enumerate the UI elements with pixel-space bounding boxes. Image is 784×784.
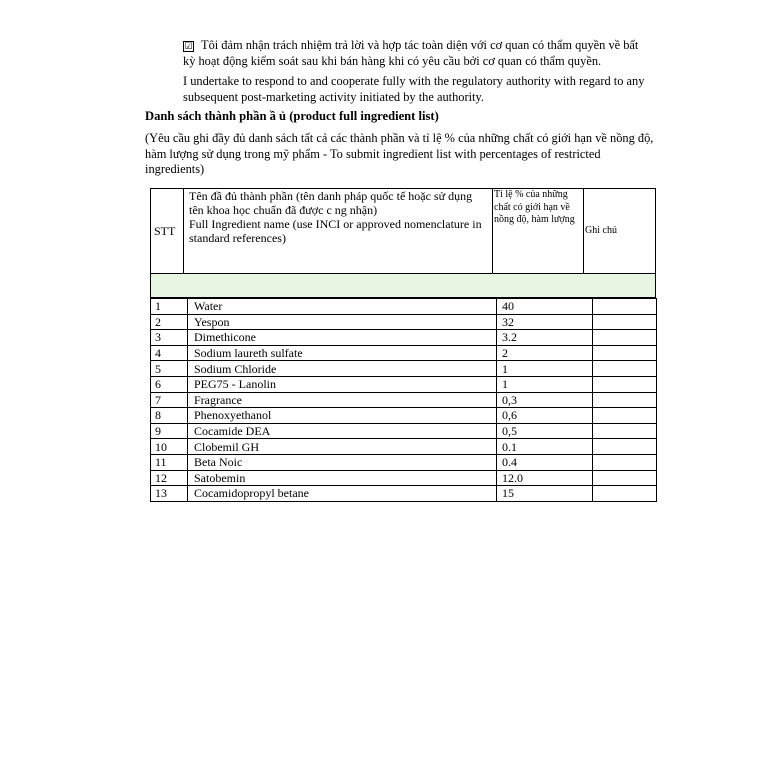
ingredient-percentage: 32 — [497, 314, 593, 330]
ingredient-percentage: 0.4 — [497, 454, 593, 470]
ingredient-name: Phenoxyethanol — [188, 408, 497, 424]
ingredient-name: Water — [188, 299, 497, 315]
table-row — [151, 408, 657, 424]
ingredient-name: Satobemin — [188, 470, 497, 486]
table-row — [151, 439, 657, 455]
ingredient-note — [593, 376, 657, 392]
table-row — [151, 376, 657, 392]
ingredient-note — [593, 361, 657, 377]
ingredient-name: Dimethicone — [188, 330, 497, 346]
ingredient-percentage: 15 — [497, 486, 593, 502]
row-number: 2 — [151, 314, 188, 330]
ingredient-table — [150, 298, 657, 502]
row-number: 1 — [151, 299, 188, 315]
ingredient-note — [593, 408, 657, 424]
ingredient-table-header — [150, 188, 656, 274]
header-stt: STT — [151, 189, 184, 274]
row-number: 4 — [151, 345, 188, 361]
ingredient-note — [593, 439, 657, 455]
row-number: 6 — [151, 376, 188, 392]
table-row — [151, 299, 657, 315]
row-number: 11 — [151, 454, 188, 470]
ingredient-note — [593, 299, 657, 315]
ingredient-name: PEG75 - Lanolin — [188, 376, 497, 392]
header-name — [184, 189, 493, 274]
ingredient-percentage: 12.0 — [497, 470, 593, 486]
header-name-en: Full Ingredient name (use INCI or approved nomenclature in standard references) — [189, 217, 482, 245]
commitment-en-paragraph: I undertake to respond to and cooperate fully with the regulatory authority with regard to any subsequent post-marketing activity initiated by the authority. — [183, 74, 645, 104]
ingredient-name: Beta Noic — [188, 454, 497, 470]
table-row — [151, 361, 657, 377]
section-heading: Danh sách thành phần ầ ủ (product full ingredient list) — [145, 109, 439, 123]
table-row — [151, 392, 657, 408]
commitment-vi-text: Tôi đảm nhận trách nhiệm trả lời và hợp tác toàn diện với cơ quan có thẩm quyền về bất kỳ hoạt động kiểm soát sau khi bán hàng khi có yêu cầu bởi cơ quan có thẩm quyền. — [183, 38, 639, 68]
ingredient-name: Cocamidopropyl betane — [188, 486, 497, 502]
ingredient-percentage: 0,6 — [497, 408, 593, 424]
ingredient-name: Fragrance — [188, 392, 497, 408]
ingredient-percentage: 2 — [497, 345, 593, 361]
ingredient-percentage: 1 — [497, 361, 593, 377]
ingredient-percentage: 1 — [497, 376, 593, 392]
ingredient-note — [593, 454, 657, 470]
row-number: 5 — [151, 361, 188, 377]
ingredient-name: Clobemil GH — [188, 439, 497, 455]
ingredient-note — [593, 392, 657, 408]
table-row — [151, 454, 657, 470]
row-number: 3 — [151, 330, 188, 346]
header-percentage: Tỉ lệ % của những chất có giới hạn về nồng độ, hàm lượng — [493, 189, 584, 274]
ingredient-name: Sodium laureth sulfate — [188, 345, 497, 361]
ingredient-percentage: 40 — [497, 299, 593, 315]
ingredient-percentage: 0.1 — [497, 439, 593, 455]
table-row — [151, 423, 657, 439]
ingredient-note — [593, 330, 657, 346]
table-row — [151, 345, 657, 361]
table-row — [151, 330, 657, 346]
row-number: 9 — [151, 423, 188, 439]
row-number: 13 — [151, 486, 188, 502]
ingredient-note — [593, 314, 657, 330]
ingredient-note — [593, 486, 657, 502]
ingredient-note — [593, 470, 657, 486]
commitment-vi-paragraph — [183, 38, 653, 69]
header-name-vi: Tên đầ đủ thành phần (tên danh pháp quốc tế hoặc sử dụng tên khoa học chuẩn đã được c ng nhận) — [189, 189, 473, 217]
ingredient-percentage: 3.2 — [497, 330, 593, 346]
section-note: (Yêu cầu ghi đầy đủ danh sách tất cả các thành phần và tỉ lệ % của những chất có giới hạn về nồng độ, hàm lượng sử dụng trong mỹ phẩm - To submit ingredient list with percentages of restricted ingredients) — [145, 131, 654, 176]
ingredient-name: Sodium Chloride — [188, 361, 497, 377]
row-number: 10 — [151, 439, 188, 455]
row-number: 7 — [151, 392, 188, 408]
table-header-band — [150, 274, 656, 298]
ingredient-name: Yespon — [188, 314, 497, 330]
table-row — [151, 470, 657, 486]
row-number: 8 — [151, 408, 188, 424]
checkbox-checked-icon[interactable]: ☑ — [184, 41, 193, 51]
table-row — [151, 486, 657, 502]
table-row — [151, 314, 657, 330]
ingredient-percentage: 0,3 — [497, 392, 593, 408]
ingredient-note — [593, 345, 657, 361]
ingredient-note — [593, 423, 657, 439]
header-note: Ghi chú — [584, 189, 656, 274]
row-number: 12 — [151, 470, 188, 486]
ingredient-percentage: 0,5 — [497, 423, 593, 439]
ingredient-name: Cocamide DEA — [188, 423, 497, 439]
